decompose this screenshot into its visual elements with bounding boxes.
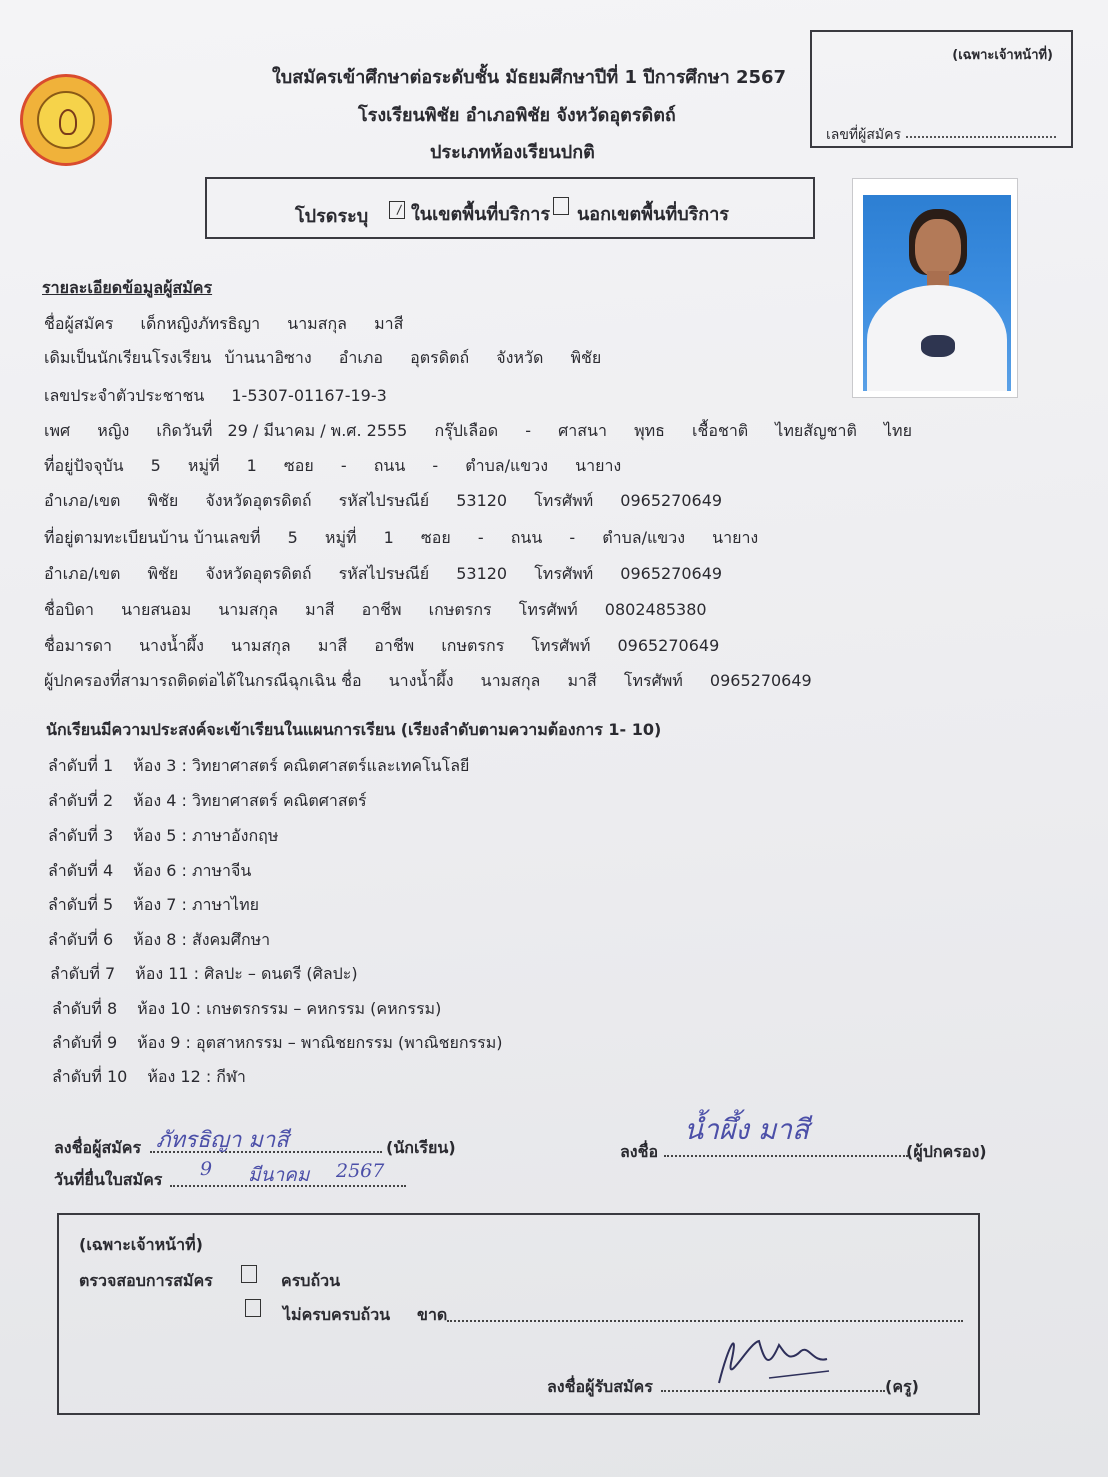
blood-value[interactable]: - — [525, 421, 532, 440]
office-use-heading: (เฉพาะเจ้าหน้าที่) — [952, 48, 1053, 63]
guardian-surname-label: นามสกุล — [480, 671, 541, 690]
prev-province-label: จังหวัด — [496, 348, 544, 367]
receiver-signature-scribble — [709, 1323, 839, 1393]
prev-province[interactable]: พิชัย — [570, 348, 602, 367]
current-district-label: อำเภอ/เขต — [44, 491, 121, 510]
pref-rank: ลำดับที่ 1 — [48, 756, 114, 775]
registered-house-no[interactable]: 5 — [287, 528, 298, 547]
preference-item — [48, 754, 469, 779]
current-district[interactable]: พิชัย — [147, 491, 179, 510]
preference-item — [48, 789, 367, 814]
current-postal-label: รหัสไปรษณีย์ — [338, 491, 430, 510]
id-number[interactable]: 1-5307-01167-19-3 — [231, 386, 387, 405]
classroom-type: ประเภทห้องเรียนปกติ — [430, 142, 595, 163]
current-province-label: จังหวัดอุตรดิตถ์ — [205, 491, 312, 510]
sex-value[interactable]: หญิง — [97, 421, 130, 440]
in-area-label: ในเขตพื้นที่บริการ — [411, 204, 551, 225]
registered-district-label: อำเภอ/เขต — [44, 564, 121, 583]
seal-pavilion-icon — [59, 109, 77, 135]
applicant-signature[interactable]: ภัทรธิญา มาสี — [156, 1128, 289, 1153]
school-name: โรงเรียนพิชัย อำเภอพิชัย จังหวัดอุตรดิตถ์ — [358, 105, 676, 126]
name-row — [44, 312, 425, 337]
father-label: ชื่อบิดา — [44, 600, 94, 619]
guardian-sign-suffix: (ผู้ปกครอง) — [906, 1142, 987, 1161]
guardian-phone-label: โทรศัพท์ — [623, 671, 683, 690]
blood-label: กรุ๊ปเลือด — [434, 421, 499, 440]
registered-address-row1 — [44, 526, 780, 551]
personal-row — [44, 419, 934, 444]
registered-moo[interactable]: 1 — [383, 528, 394, 547]
preference-item — [48, 928, 270, 953]
date-year[interactable]: 2567 — [336, 1160, 385, 1182]
registered-address-label: ที่อยู่ตามทะเบียนบ้าน บ้านเลขที่ — [44, 528, 261, 547]
preference-item — [50, 962, 358, 987]
current-moo[interactable]: 1 — [246, 456, 257, 475]
current-subdistrict[interactable]: นายาง — [575, 456, 622, 475]
incomplete-checkbox[interactable] — [245, 1299, 261, 1317]
pref-room[interactable]: ห้อง 10 : เกษตรกรรม – คหกรรม (คหกรรม) — [137, 999, 442, 1018]
father-surname-label: นามสกุล — [218, 600, 279, 619]
mother-phone[interactable]: 0965270649 — [617, 636, 720, 655]
race-value[interactable]: ไทย — [775, 421, 804, 440]
father-job[interactable]: เกษตรกร — [428, 600, 492, 619]
applicant-section-title: รายละเอียดข้อมูลผู้สมัคร — [42, 278, 213, 297]
form-title: ใบสมัครเข้าศึกษาต่อระดับชั้น มัธยมศึกษาปีที่ 1 ปีการศึกษา 2567 — [272, 67, 787, 88]
pref-rank: ลำดับที่ 5 — [48, 895, 114, 914]
date-label: วันที่ยื่นใบสมัคร — [54, 1170, 163, 1189]
preference-item — [48, 893, 259, 918]
applicant-name[interactable]: เด็กหญิงภัทรธิญา — [140, 314, 261, 333]
registered-road-label: ถนน — [510, 528, 543, 547]
pref-rank: ลำดับที่ 8 — [52, 999, 118, 1018]
current-address-row2 — [44, 489, 744, 514]
school-seal-logo — [20, 74, 112, 166]
current-postal[interactable]: 53120 — [456, 491, 508, 510]
pref-room[interactable]: ห้อง 3 : วิทยาศาสตร์ คณิตศาสตร์และเทคโนโลยี — [133, 756, 470, 775]
father-phone-label: โทรศัพท์ — [518, 600, 578, 619]
office-use-box — [810, 30, 1073, 148]
guardian-phone[interactable]: 0965270649 — [709, 671, 812, 690]
religion-label: ศาสนา — [558, 421, 607, 440]
receiver-label: ลงชื่อผู้รับสมัคร — [547, 1377, 653, 1396]
mother-surname-label: นามสกุล — [231, 636, 291, 655]
complete-checkbox[interactable] — [241, 1265, 257, 1283]
pref-rank: ลำดับที่ 2 — [48, 791, 114, 810]
office-check-box — [57, 1213, 980, 1415]
father-job-label: อาชีพ — [361, 600, 402, 619]
current-phone[interactable]: 0965270649 — [620, 491, 723, 510]
service-area-prompt: โปรดระบุ — [295, 206, 369, 227]
pref-room[interactable]: ห้อง 11 : ศิลปะ – ดนตรี (ศิลปะ) — [135, 964, 358, 983]
guardian-name[interactable]: นางน้ำผึ้ง — [388, 671, 454, 690]
prev-district[interactable]: อุตรดิตถ์ — [410, 348, 470, 367]
applicant-no-label: เลขที่ผู้สมัคร — [826, 127, 902, 143]
in-area-checkbox[interactable] — [389, 201, 405, 219]
registered-district[interactable]: พิชัย — [147, 564, 179, 583]
pref-rank: ลำดับที่ 7 — [50, 964, 116, 983]
mother-row — [44, 634, 741, 659]
photo-background — [863, 195, 1011, 391]
birth-label: เกิดวันที่ — [156, 421, 213, 440]
preference-item — [52, 1065, 246, 1090]
name-label: ชื่อผู้สมัคร — [44, 314, 114, 333]
registered-subdistrict[interactable]: นายาง — [712, 528, 759, 547]
check-label: ตรวจสอบการสมัคร — [79, 1271, 213, 1290]
current-road-label: ถนน — [373, 456, 406, 475]
prev-school[interactable]: บ้านนาอิซาง — [224, 348, 312, 367]
incomplete-label: ไม่ครบครบถ้วน — [283, 1305, 391, 1324]
applicant-photo — [852, 178, 1018, 398]
sex-label: เพศ — [44, 421, 71, 440]
prev-district-label: อำเภอ — [338, 348, 384, 367]
registered-phone[interactable]: 0965270649 — [620, 564, 723, 583]
pref-room[interactable]: ห้อง 9 : อุตสาหกรรม – พาณิชยกรรม (พาณิชยกรรม) — [137, 1033, 503, 1052]
missing-line[interactable] — [447, 1320, 963, 1322]
current-road[interactable]: - — [432, 456, 439, 475]
preferences-title: นักเรียนมีความประสงค์จะเข้าเรียนในแผนการเรียน (เรียงลำดับตามความต้องการ 1- 10) — [46, 720, 662, 739]
mother-job-label: อาชีพ — [374, 636, 415, 655]
applicant-sign-label: ลงชื่อผู้สมัคร — [54, 1138, 142, 1157]
pref-room[interactable]: ห้อง 5 : ภาษาอังกฤษ — [133, 826, 279, 845]
registered-province-label: จังหวัดอุตรดิตถ์ — [205, 564, 312, 583]
current-address-label: ที่อยู่ปัจจุบัน — [44, 456, 124, 475]
guardian-row — [44, 669, 834, 694]
birth-date[interactable]: 29 / มีนาคม / พ.ศ. 2555 — [227, 421, 408, 440]
registered-postal-label: รหัสไปรษณีย์ — [338, 564, 430, 583]
father-row — [44, 598, 729, 623]
out-area-checkbox[interactable] — [553, 197, 569, 215]
pref-room[interactable]: ห้อง 6 : ภาษาจีน — [133, 861, 252, 880]
complete-label: ครบถ้วน — [281, 1271, 341, 1290]
registered-phone-label: โทรศัพท์ — [534, 564, 594, 583]
mother-label: ชื่อมารดา — [44, 636, 112, 655]
registered-postal[interactable]: 53120 — [456, 564, 508, 583]
mother-phone-label: โทรศัพท์ — [531, 636, 591, 655]
father-phone[interactable]: 0802485380 — [604, 600, 707, 619]
pref-room[interactable]: ห้อง 4 : วิทยาศาสตร์ คณิตศาสตร์ — [133, 791, 367, 810]
registered-moo-label: หมู่ที่ — [324, 528, 357, 547]
current-moo-label: หมู่ที่ — [187, 456, 220, 475]
nationality-label: สัญชาติ — [803, 421, 857, 440]
current-soi-label: ซอย — [283, 456, 314, 475]
pref-rank: ลำดับที่ 9 — [52, 1033, 118, 1052]
applicant-sign-suffix: (นักเรียน) — [386, 1138, 456, 1157]
id-label: เลขประจำตัวประชาชน — [44, 386, 205, 405]
surname-label: นามสกุล — [287, 314, 347, 333]
preference-item — [52, 1031, 502, 1056]
registered-road[interactable]: - — [569, 528, 576, 547]
out-area-label: นอกเขตพื้นที่บริการ — [577, 204, 729, 225]
photo-face — [915, 219, 961, 277]
mother-name[interactable]: นางน้ำผึ้ง — [139, 636, 204, 655]
service-area-box — [205, 177, 815, 239]
current-soi[interactable]: - — [340, 456, 347, 475]
current-subdistrict-label: ตำบล/แขวง — [465, 456, 549, 475]
religion-value[interactable]: พุทธ — [634, 421, 665, 440]
current-address-row1 — [44, 454, 643, 479]
pref-room[interactable]: ห้อง 7 : ภาษาไทย — [133, 895, 259, 914]
guardian-sign-line — [664, 1155, 908, 1157]
photo-bow-tie — [921, 335, 955, 357]
guardian-surname[interactable]: มาสี — [567, 671, 597, 690]
race-label: เชื้อชาติ — [692, 421, 749, 440]
registered-subdistrict-label: ตำบล/แขวง — [602, 528, 686, 547]
seal-emblem-icon — [37, 91, 95, 149]
prev-school-label: เดิมเป็นนักเรียนโรงเรียน — [44, 348, 212, 367]
applicant-no-field[interactable] — [906, 136, 1056, 138]
father-name[interactable]: นายสนอม — [121, 600, 192, 619]
registered-soi[interactable]: - — [477, 528, 484, 547]
pref-room[interactable]: ห้อง 12 : กีฬา — [147, 1067, 246, 1086]
applicant-surname[interactable]: มาสี — [374, 314, 404, 333]
date-month[interactable]: มีนาคม — [248, 1164, 310, 1186]
office-check-heading: (เฉพาะเจ้าหน้าที่) — [79, 1235, 203, 1254]
pref-room[interactable]: ห้อง 8 : สังคมศึกษา — [133, 930, 271, 949]
father-surname[interactable]: มาสี — [305, 600, 335, 619]
pref-rank: ลำดับที่ 3 — [48, 826, 114, 845]
id-row — [44, 384, 409, 409]
registered-address-row2 — [44, 562, 744, 587]
pref-rank: ลำดับที่ 4 — [48, 861, 114, 880]
guardian-signature[interactable]: น้ำผึ้ง มาสี — [684, 1113, 810, 1146]
preference-item — [48, 859, 251, 884]
current-phone-label: โทรศัพท์ — [534, 491, 594, 510]
date-day[interactable]: 9 — [200, 1158, 213, 1180]
prev-school-row — [44, 346, 623, 371]
mother-job[interactable]: เกษตรกร — [441, 636, 505, 655]
registered-soi-label: ซอย — [420, 528, 451, 547]
guardian-sign-label: ลงชื่อ — [620, 1142, 659, 1161]
missing-label: ขาด — [417, 1305, 448, 1324]
mother-surname[interactable]: มาสี — [317, 636, 348, 655]
preference-item — [48, 824, 278, 849]
current-house-no[interactable]: 5 — [150, 456, 161, 475]
pref-rank: ลำดับที่ 10 — [52, 1067, 128, 1086]
pref-rank: ลำดับที่ 6 — [48, 930, 114, 949]
receiver-suffix: (ครู) — [885, 1377, 919, 1396]
nationality-value[interactable]: ไทย — [883, 421, 912, 440]
guardian-label: ผู้ปกครองที่สามารถติดต่อได้ในกรณีฉุกเฉิน ชื่อ — [44, 671, 362, 690]
preference-item — [52, 997, 441, 1022]
